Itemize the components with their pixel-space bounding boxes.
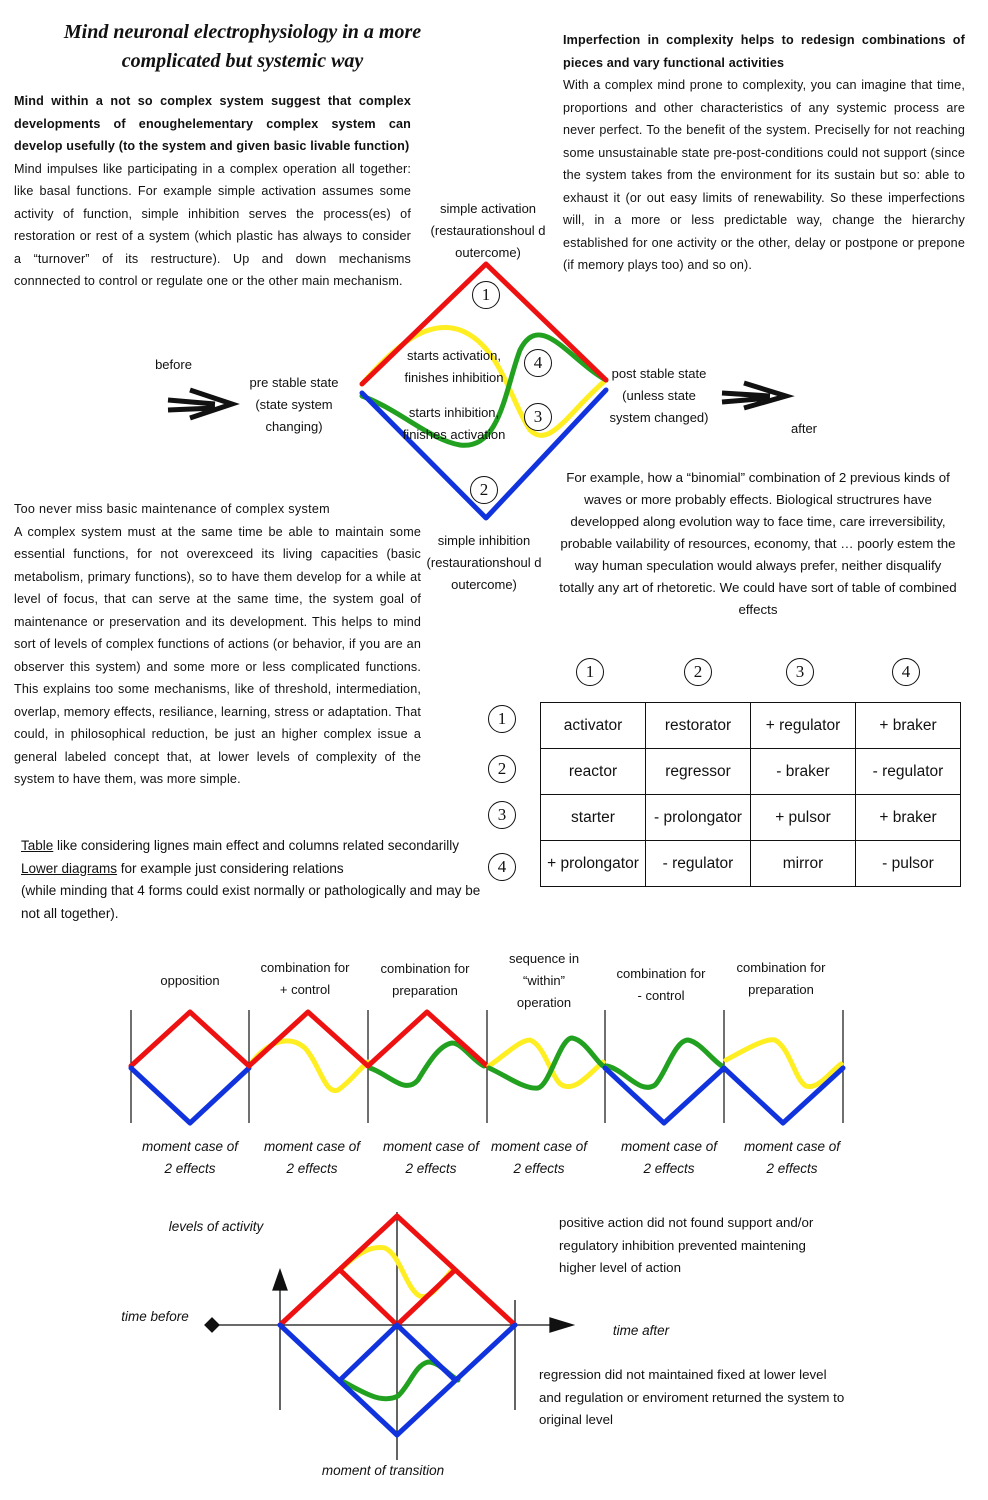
- act-inh-label: starts activation, finishes inhibition: [404, 348, 504, 385]
- table-cell: - prolongator: [646, 795, 751, 841]
- table-cell: regressor: [646, 749, 751, 795]
- right-intro-body: With a complex mind prone to complexity, you can imagine that time, proportions and other characteristics of any systemic process are never perfect. To the benefit of the system. Preciselly for not reaching some unsustainable state pre-post-conditions could not support (since the system takes from the environment for its sustain but so: able to exhaust it (or out easy limits of renewability. So these imperfections will, in a more or less predictable way, change the hierarchy established for one activity or the other, delay or postpone or prepone (if memory plays too) and so on).: [563, 78, 965, 272]
- page-title: Mind neuronal electrophysiology in a more complicated but systemic way: [63, 21, 422, 72]
- levels-of-activity-label: levels of activity: [168, 1219, 264, 1234]
- inh-act-label: starts inhibition, finishes activation: [402, 405, 506, 442]
- time-before-label: time before: [121, 1309, 189, 1324]
- wave-number-4: 4: [524, 349, 552, 377]
- row-caption-5: moment case of 2 effects: [620, 1139, 718, 1176]
- maintenance-heading: Too never miss basic maintenance of complex system: [14, 502, 330, 516]
- row1-activation-curve: [131, 1012, 249, 1066]
- table-cell: - regulator: [856, 749, 961, 795]
- horizontal-axis-arrowhead: [550, 1318, 573, 1332]
- table-row: [541, 841, 961, 887]
- table-cell: - braker: [751, 749, 856, 795]
- row-caption-3: moment case of 2 effects: [382, 1139, 480, 1176]
- left-intro-body: Mind impulses like participating in a complex operation all together: like basal functions. For example simple activation assumes some activity of function, simple inhibition serves the process(es) of restoration or rest of a system (which plastic has always to consider a “turnover” of its restructure). Up and down mechanisms connnected to control or regulate one or the other main mechanism.: [14, 161, 411, 288]
- note-lower-rest: for example just considering relations: [117, 860, 344, 876]
- combined-effects-table: [540, 702, 961, 887]
- table-cell: reactor: [541, 749, 646, 795]
- row3-activation-curve: [368, 1012, 487, 1066]
- note-lower-word: Lower diagrams: [21, 860, 118, 876]
- before-label: before: [155, 357, 192, 372]
- wave-number-1: 1: [472, 281, 500, 309]
- vertical-axis-arrowhead: [273, 1270, 287, 1290]
- table-row: [541, 749, 961, 795]
- note-lower: [21, 858, 491, 881]
- left-intro-heading: Mind within a not so complex system suggest that complex developments of enoughelementary complex system can develop usefully (to the system and given basic livable function): [14, 94, 411, 153]
- row5-green-curve: [607, 1040, 722, 1087]
- col-head-1: 1: [576, 658, 604, 686]
- table-cell: - regulator: [646, 841, 751, 887]
- table-cell: - pulsor: [856, 841, 961, 887]
- row-head-2: 2: [488, 755, 516, 783]
- table-cell: starter: [541, 795, 646, 841]
- post-state-label: post stable state (unless state system changed): [609, 366, 709, 425]
- table-cell: + braker: [856, 703, 961, 749]
- time-before-marker: [205, 1318, 219, 1332]
- row-caption-1: moment case of 2 effects: [141, 1139, 239, 1176]
- col-head-4: 4: [892, 658, 920, 686]
- time-after-label: time after: [612, 1323, 670, 1338]
- row-label-2: combination for + control: [260, 960, 350, 997]
- table-cell: + pulsor: [751, 795, 856, 841]
- table-cell: activator: [541, 703, 646, 749]
- table-cell: + braker: [856, 795, 961, 841]
- note-table: [21, 835, 491, 858]
- notes-block: [21, 835, 491, 925]
- wave-number-2: 2: [470, 476, 498, 504]
- row-head-1: 1: [488, 705, 516, 733]
- regression-note: regression did not maintained fixed at lower level and regulation or enviroment returned the system to original level: [539, 1367, 845, 1427]
- row-caption-4: moment case of 2 effects: [490, 1139, 588, 1176]
- col-head-2: 2: [684, 658, 712, 686]
- simple-inhibition-label: simple inhibition (restaurationshoul d outercome): [426, 533, 542, 592]
- row-caption-6: moment case of 2 effects: [743, 1139, 841, 1176]
- table-cell: restorator: [646, 703, 751, 749]
- note-paren: (while minding that 4 forms could exist normally or pathologically and may be not all together).: [21, 883, 481, 921]
- wave-number-3: 3: [524, 403, 552, 431]
- row-label-4: sequence in “within” operation: [508, 951, 580, 1010]
- row-label-5: combination for - control: [616, 966, 706, 1003]
- maintenance-section: [14, 498, 421, 791]
- row-label-3: combination for preparation: [380, 961, 470, 998]
- pre-state-label: pre stable state (state system changing): [249, 375, 339, 434]
- col-head-3: 3: [786, 658, 814, 686]
- maintenance-body: A complex system must at the same time be able to maintain some essential functions, for not overexceed its living capacities (basic metabolism, primary functions), so to have them develop for a while at level of focus, that can serve at the same time, the system goal of maintenance or preservation and its development. This helps to mind sort of levels of complex functions of actions (or behavior, if you are an observer this system) and some more or less complicated functions. This explains too some mechanisms, like of threshold, intermediation, overlap, memory effects, resiliance, learning, stress or adaptation. That could, in philosophical reduction, be just an higher complex issue a general labeled concept that, at lower levels of complexity of the system to have them, was more simple.: [14, 524, 421, 786]
- after-arrow: [722, 383, 786, 408]
- simple-activation-label: simple activation (restaurationshoul d outercome): [430, 201, 546, 260]
- table-cell: + prolongator: [541, 841, 646, 887]
- row1-inhibition-curve: [131, 1068, 249, 1123]
- right-intro-heading: Imperfection in complexity helps to redesign combinations of pieces and vary functional activities: [563, 33, 965, 70]
- after-label: after: [790, 421, 817, 436]
- table-row: [541, 795, 961, 841]
- table-cell: + regulator: [751, 703, 856, 749]
- example-text: For example, how a “binomial” combination of 2 previous kinds of waves or more probably effects. Biological structrures have developped along evolution way to face time, care irreversibility, probable vailability of resources, economy, that … poorly estem the way human speculation would always prefer, neither disqualify totally any art of rhetoretic. We could have sort of table of combined effects: [559, 470, 957, 617]
- row2-activation-curve: [249, 1012, 368, 1066]
- before-arrow: [168, 390, 232, 418]
- table-row: [541, 703, 961, 749]
- positive-action-note: positive action did not found support and/or regulatory inhibition prevented maintening higher level of action: [559, 1215, 814, 1275]
- row-head-3: 3: [488, 801, 516, 829]
- row-label-1: opposition: [160, 973, 220, 988]
- note-table-word: Table: [21, 838, 54, 853]
- row-label-6: combination for preparation: [736, 960, 826, 997]
- note-table-rest: like considering lignes main effect and columns related secondarilly: [53, 838, 459, 853]
- table-cell: mirror: [751, 841, 856, 887]
- moment-of-transition-label: moment of transition: [321, 1463, 445, 1478]
- row-caption-2: moment case of 2 effects: [263, 1139, 361, 1176]
- row-head-4: 4: [488, 853, 516, 881]
- row6-yellow-curve: [726, 1040, 841, 1087]
